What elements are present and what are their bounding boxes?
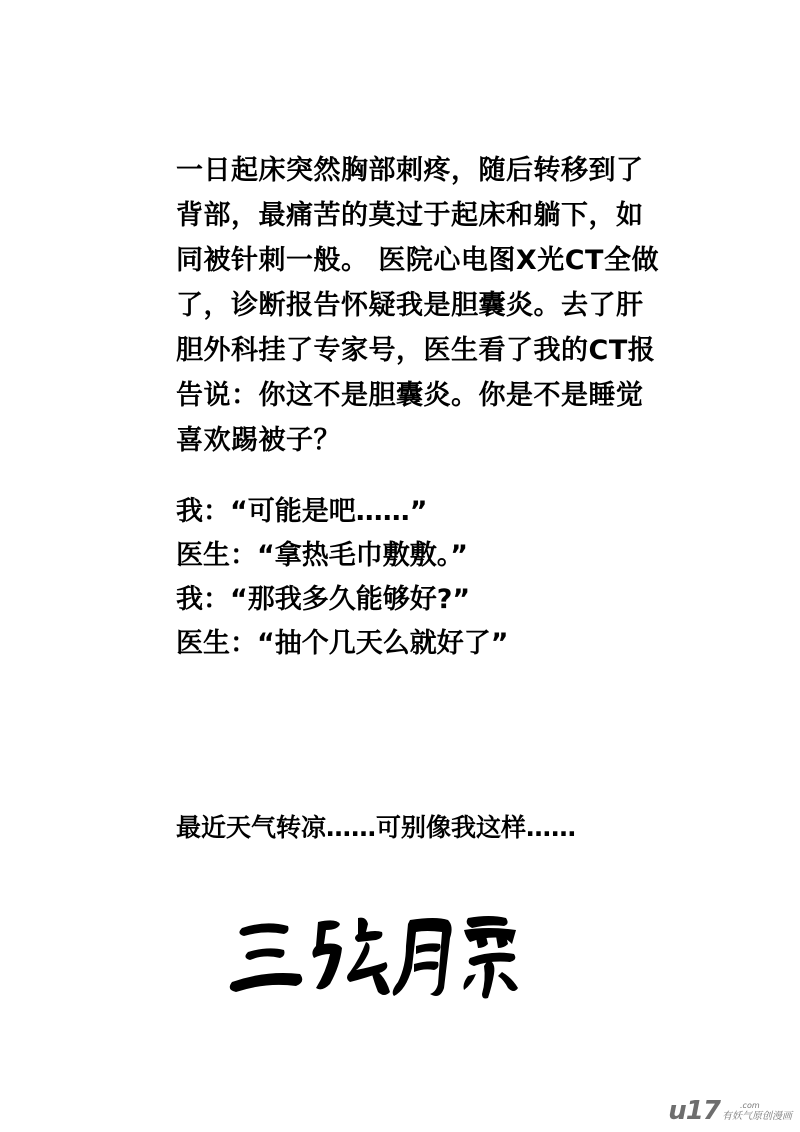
paragraph-line: 同被针刺一般。 医院心电图X光CT全做 <box>176 245 659 276</box>
watermark-domain: .com <box>740 1101 760 1110</box>
dialogue-block <box>176 490 646 666</box>
dialogue-line: 医生：“拿热毛巾敷敷。” <box>176 540 468 571</box>
dialogue-line: 我：“可能是吧……” <box>176 496 428 527</box>
paragraph-line: 背部，最痛苦的莫过于起床和躺下，如 <box>176 200 644 231</box>
paragraph-line: 了，诊断报告怀疑我是胆囊炎。去了肝 <box>176 290 644 321</box>
paragraph-line: 喜欢踢被子？ <box>176 425 341 456</box>
paragraph-line: 一日起床突然胸部刺疼，随后转移到了 <box>176 155 644 186</box>
site-watermark <box>668 1096 792 1126</box>
author-signature <box>226 908 526 1004</box>
dialogue-line: 医生：“抽个几天么就好了” <box>176 628 509 659</box>
paragraph-line: 胆外科挂了专家号，医生看了我的CT报 <box>176 335 656 366</box>
u17-logo: u17 <box>668 1096 720 1126</box>
closing-remark: 最近天气转凉……可别像我这样…… <box>176 813 577 842</box>
watermark-tagline: 有妖气原创漫画 <box>722 1111 792 1122</box>
story-paragraph <box>176 148 659 463</box>
dialogue-line: 我：“那我多久能够好?” <box>176 584 471 615</box>
watermark-text <box>722 1100 792 1126</box>
paragraph-line: 告说：你这不是胆囊炎。你是不是睡觉 <box>176 380 644 411</box>
